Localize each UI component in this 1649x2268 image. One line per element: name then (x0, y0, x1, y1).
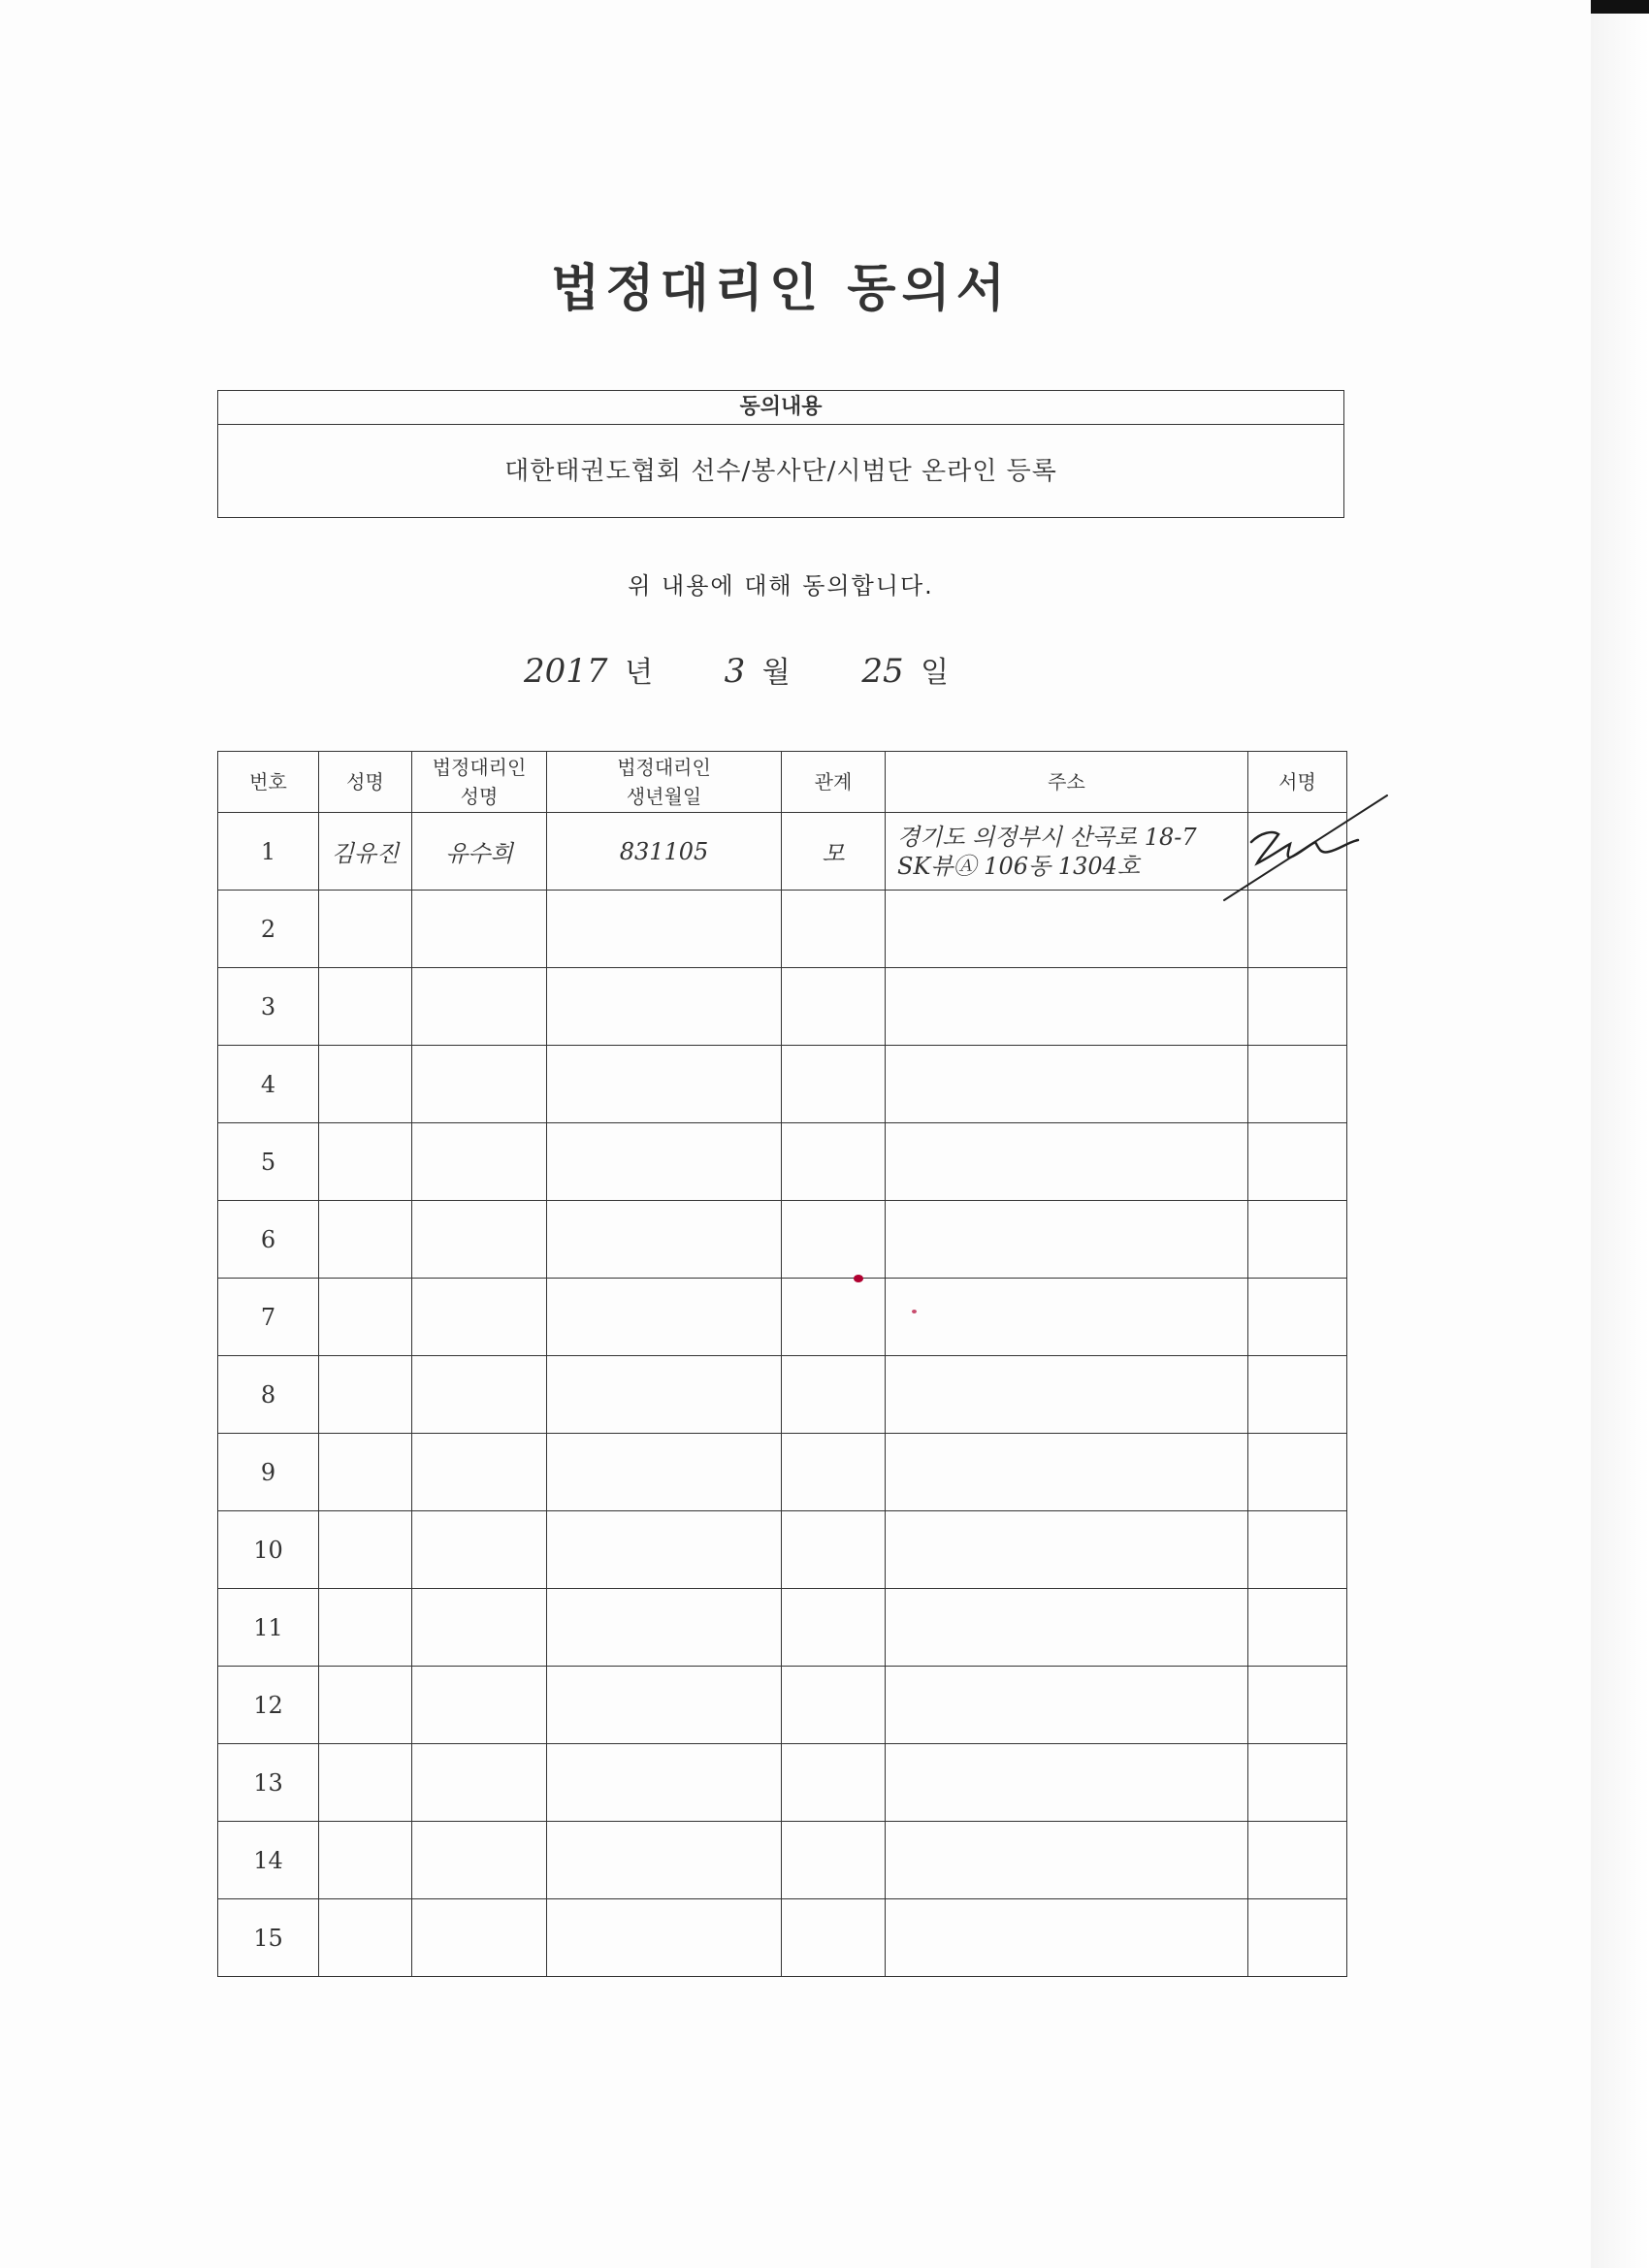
cell-signature (1248, 1279, 1347, 1356)
header-guardian-birth (547, 752, 782, 813)
cell-name (319, 1279, 412, 1356)
date-year-unit: 년 (625, 656, 654, 690)
cell-no: 2 (218, 891, 319, 968)
cell-relation (782, 891, 886, 968)
cell-relation (782, 1899, 886, 1977)
cell-guardian-name (412, 1356, 547, 1434)
cell-guardian-birth (547, 1667, 782, 1744)
cell-guardian-birth (547, 1744, 782, 1822)
scan-corner-shadow (1591, 0, 1649, 14)
cell-guardian-birth (547, 1434, 782, 1511)
cell-address (886, 1123, 1248, 1201)
cell-name (319, 1046, 412, 1123)
document-title: 법정대리인 동의서 (551, 260, 1011, 318)
cell-guardian-name (412, 1744, 547, 1822)
table-row (218, 1123, 1347, 1201)
cell-guardian-name: 유수희 (412, 813, 547, 891)
cell-relation (782, 968, 886, 1046)
cell-relation (782, 1123, 886, 1201)
cell-guardian-name (412, 1046, 547, 1123)
cell-signature (1248, 1201, 1347, 1279)
cell-relation (782, 1667, 886, 1744)
table-row (218, 1434, 1347, 1511)
table-row (218, 1589, 1347, 1667)
table-body (218, 813, 1347, 1977)
consent-body: 대한태권도협회 선수/봉사단/시범단 온라인 등록 (504, 457, 1057, 486)
cell-address (886, 1589, 1248, 1667)
consent-box (217, 390, 1344, 518)
cell-guardian-name (412, 891, 547, 968)
cell-address (886, 1822, 1248, 1899)
cell-guardian-birth (547, 1123, 782, 1201)
cell-name (319, 891, 412, 968)
cell-relation (782, 1201, 886, 1279)
header-name: 성명 (319, 752, 412, 813)
cell-address (886, 1434, 1248, 1511)
cell-name: 김유진 (319, 813, 412, 891)
cell-name (319, 1744, 412, 1822)
cell-signature (1248, 1822, 1347, 1899)
cell-guardian-birth (547, 1356, 782, 1434)
table-header-row (218, 752, 1347, 813)
date-day: 25 (861, 652, 904, 691)
cell-no: 6 (218, 1201, 319, 1279)
cell-guardian-birth (547, 1046, 782, 1123)
header-guardian-birth-line2: 생년월일 (626, 785, 702, 808)
cell-signature (1248, 1434, 1347, 1511)
cell-guardian-name (412, 1589, 547, 1667)
cell-relation (782, 1589, 886, 1667)
cell-name (319, 1511, 412, 1589)
signature-mark (1222, 786, 1397, 912)
table-row (218, 813, 1347, 891)
cell-name (319, 1899, 412, 1977)
cell-signature (1248, 1511, 1347, 1589)
cell-no: 11 (218, 1589, 319, 1667)
cell-address (886, 891, 1248, 968)
cell-address-line2: SK뷰Ⓐ 106동 1304호 (897, 852, 1141, 880)
date-year: 2017 (524, 652, 608, 691)
cell-guardian-birth (547, 1822, 782, 1899)
cell-name (319, 1123, 412, 1201)
ink-speck (912, 1310, 917, 1313)
table-row (218, 891, 1347, 968)
cell-guardian-name (412, 1434, 547, 1511)
ink-speck (854, 1275, 863, 1282)
cell-name (319, 1434, 412, 1511)
table-row (218, 1356, 1347, 1434)
cell-signature (1248, 1744, 1347, 1822)
cell-no: 13 (218, 1744, 319, 1822)
cell-signature (1248, 1899, 1347, 1977)
cell-guardian-name (412, 1201, 547, 1279)
table-row (218, 1744, 1347, 1822)
date-month-unit: 월 (761, 656, 791, 690)
cell-no: 9 (218, 1434, 319, 1511)
table-row (218, 968, 1347, 1046)
cell-relation (782, 1279, 886, 1356)
cell-signature (1248, 1356, 1347, 1434)
table-row (218, 1511, 1347, 1589)
cell-relation (782, 1822, 886, 1899)
cell-guardian-name (412, 1279, 547, 1356)
cell-guardian-name (412, 1511, 547, 1589)
cell-no: 5 (218, 1123, 319, 1201)
cell-address (886, 968, 1248, 1046)
cell-address (886, 1511, 1248, 1589)
table-row (218, 1279, 1347, 1356)
cell-guardian-birth (547, 1899, 782, 1977)
cell-address (886, 1201, 1248, 1279)
cell-no: 14 (218, 1822, 319, 1899)
cell-relation (782, 1434, 886, 1511)
cell-no: 4 (218, 1046, 319, 1123)
cell-signature (1248, 1123, 1347, 1201)
cell-no: 1 (218, 813, 319, 891)
cell-no: 8 (218, 1356, 319, 1434)
cell-name (319, 1667, 412, 1744)
header-guardian-birth-line1: 법정대리인 (617, 756, 711, 779)
cell-name (319, 1356, 412, 1434)
cell-guardian-birth (547, 891, 782, 968)
table-row (218, 1667, 1347, 1744)
date-day-unit: 일 (921, 656, 950, 690)
cell-signature (1248, 1046, 1347, 1123)
cell-no: 7 (218, 1279, 319, 1356)
guardian-table (217, 751, 1347, 1977)
consent-header: 동의내용 (218, 391, 1343, 425)
cell-name (319, 968, 412, 1046)
cell-guardian-name (412, 1667, 547, 1744)
cell-relation (782, 1356, 886, 1434)
cell-guardian-birth (547, 968, 782, 1046)
header-guardian-name-line2: 성명 (460, 785, 499, 808)
cell-no: 3 (218, 968, 319, 1046)
date-month: 3 (724, 652, 746, 691)
scan-page-edge (1591, 0, 1649, 2268)
cell-no: 15 (218, 1899, 319, 1977)
cell-no: 12 (218, 1667, 319, 1744)
cell-guardian-name (412, 1899, 547, 1977)
table-row (218, 1046, 1347, 1123)
cell-guardian-birth (547, 1279, 782, 1356)
cell-relation (782, 1046, 886, 1123)
header-guardian-name (412, 752, 547, 813)
cell-address (886, 1279, 1248, 1356)
header-no: 번호 (218, 752, 319, 813)
cell-relation: 모 (782, 813, 886, 891)
cell-guardian-name (412, 1822, 547, 1899)
cell-signature (1248, 1589, 1347, 1667)
cell-guardian-birth: 831105 (547, 813, 782, 891)
cell-name (319, 1822, 412, 1899)
date-line (524, 648, 1011, 691)
cell-name (319, 1201, 412, 1279)
table-row (218, 1822, 1347, 1899)
cell-address-line1: 경기도 의정부시 산곡로 18-7 (897, 823, 1197, 851)
table-row (218, 1899, 1347, 1977)
cell-guardian-birth (547, 1201, 782, 1279)
cell-relation (782, 1511, 886, 1589)
table-row (218, 1201, 1347, 1279)
header-signature: 서명 (1248, 752, 1347, 813)
cell-address (886, 1356, 1248, 1434)
header-relation: 관계 (782, 752, 886, 813)
agreement-statement: 위 내용에 대해 동의합니다. (628, 572, 934, 599)
cell-address (886, 1899, 1248, 1977)
header-guardian-name-line1: 법정대리인 (432, 756, 527, 779)
cell-guardian-name (412, 968, 547, 1046)
cell-guardian-name (412, 1123, 547, 1201)
cell-address (886, 813, 1248, 891)
cell-name (319, 1589, 412, 1667)
cell-signature (1248, 968, 1347, 1046)
cell-no: 10 (218, 1511, 319, 1589)
cell-relation (782, 1744, 886, 1822)
cell-address (886, 1046, 1248, 1123)
cell-signature (1248, 1667, 1347, 1744)
cell-guardian-birth (547, 1511, 782, 1589)
cell-address (886, 1744, 1248, 1822)
cell-guardian-birth (547, 1589, 782, 1667)
cell-address (886, 1667, 1248, 1744)
header-address: 주소 (886, 752, 1248, 813)
